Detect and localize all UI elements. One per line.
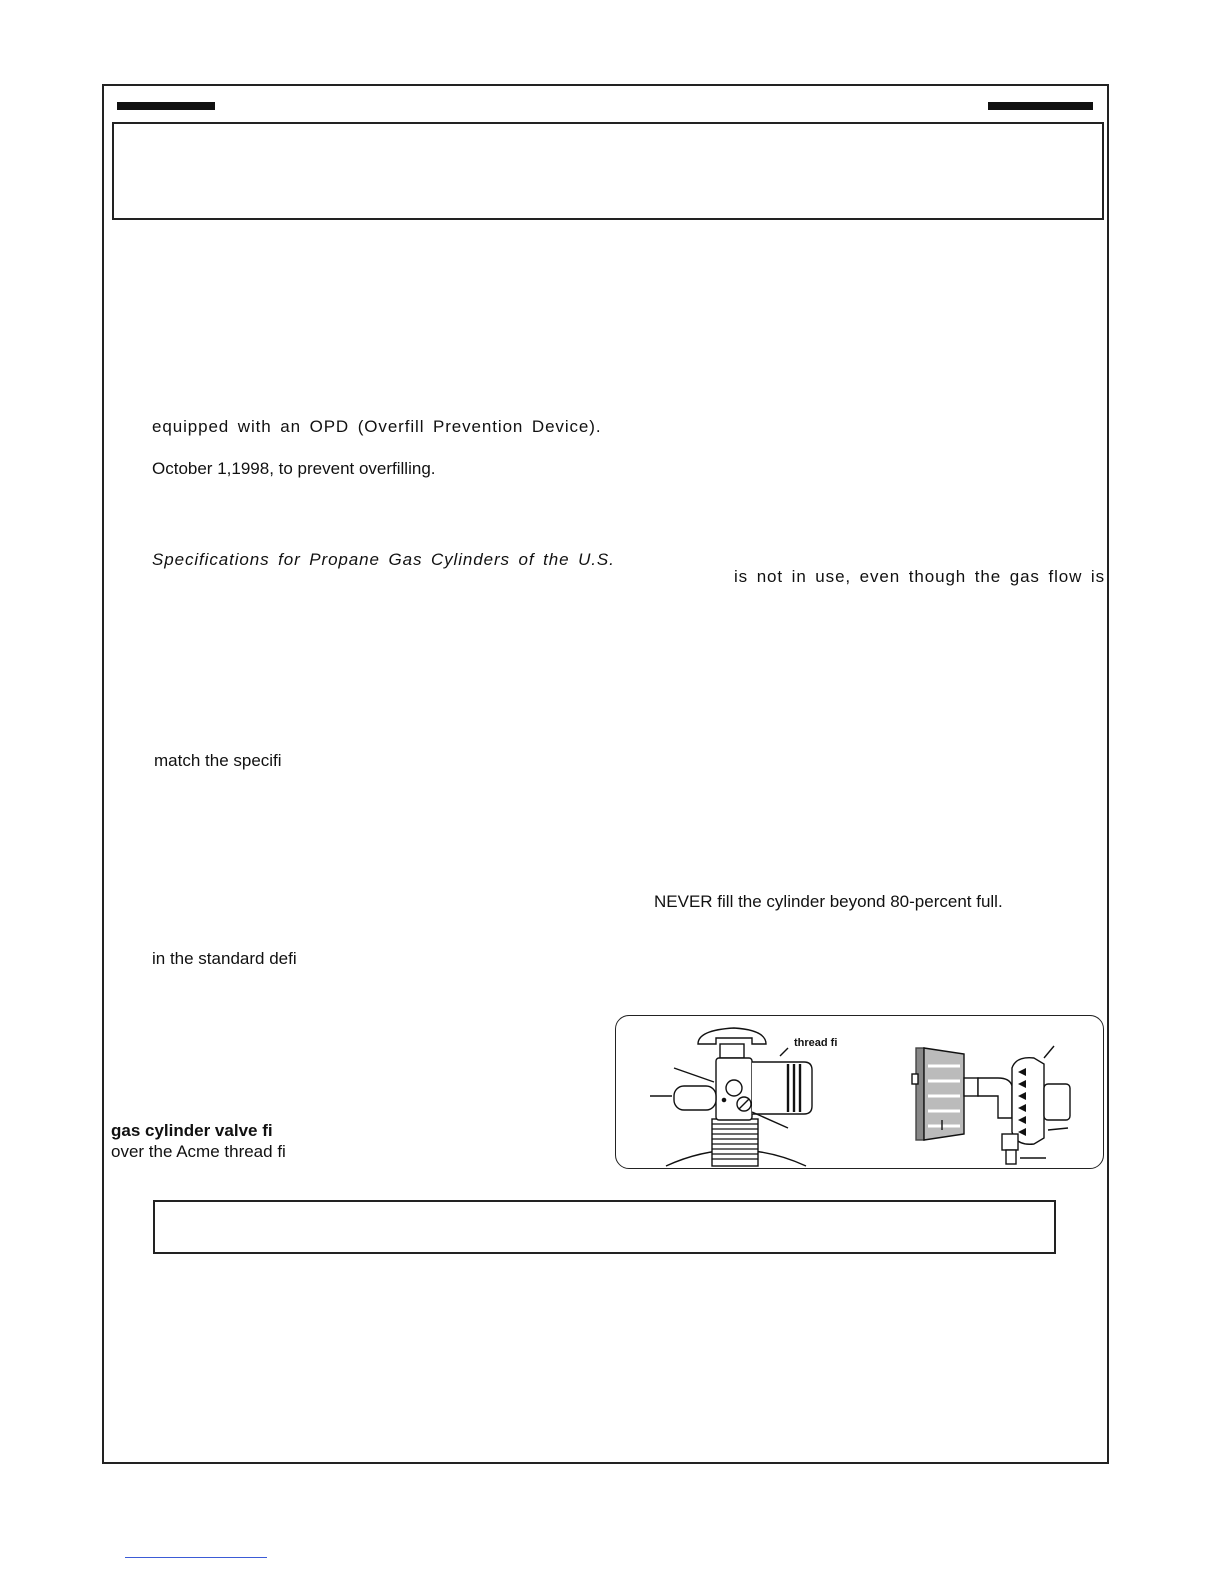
thread-label: thread fi <box>794 1037 838 1049</box>
valve-illustration <box>616 1016 1105 1170</box>
valve-figure-panel <box>615 1015 1104 1169</box>
page-border <box>102 84 1109 1464</box>
date-line: October 1,1998, to prevent overfilling. <box>152 459 436 478</box>
opd-line: equipped with an OPD (Overfill Prevention Device). <box>152 417 602 436</box>
header-bar-left <box>117 102 215 110</box>
standard-line: in the standard defi <box>152 949 297 968</box>
match-line: match the specifi <box>154 751 282 770</box>
footer-link-underline[interactable] <box>125 1557 267 1558</box>
valve-heading: gas cylinder valve fi <box>111 1121 273 1140</box>
specs-line: Specifications for Propane Gas Cylinders of the U.S. <box>152 550 615 569</box>
acme-line: over the Acme thread fi <box>111 1142 286 1161</box>
in-use-line: is not in use, even though the gas flow is <box>734 567 1105 586</box>
never-fill-line: NEVER fill the cylinder beyond 80-percent full. <box>654 892 1003 911</box>
warning-box-bottom <box>153 1200 1056 1254</box>
header-bar-right <box>988 102 1093 110</box>
warning-box-top <box>112 122 1104 220</box>
